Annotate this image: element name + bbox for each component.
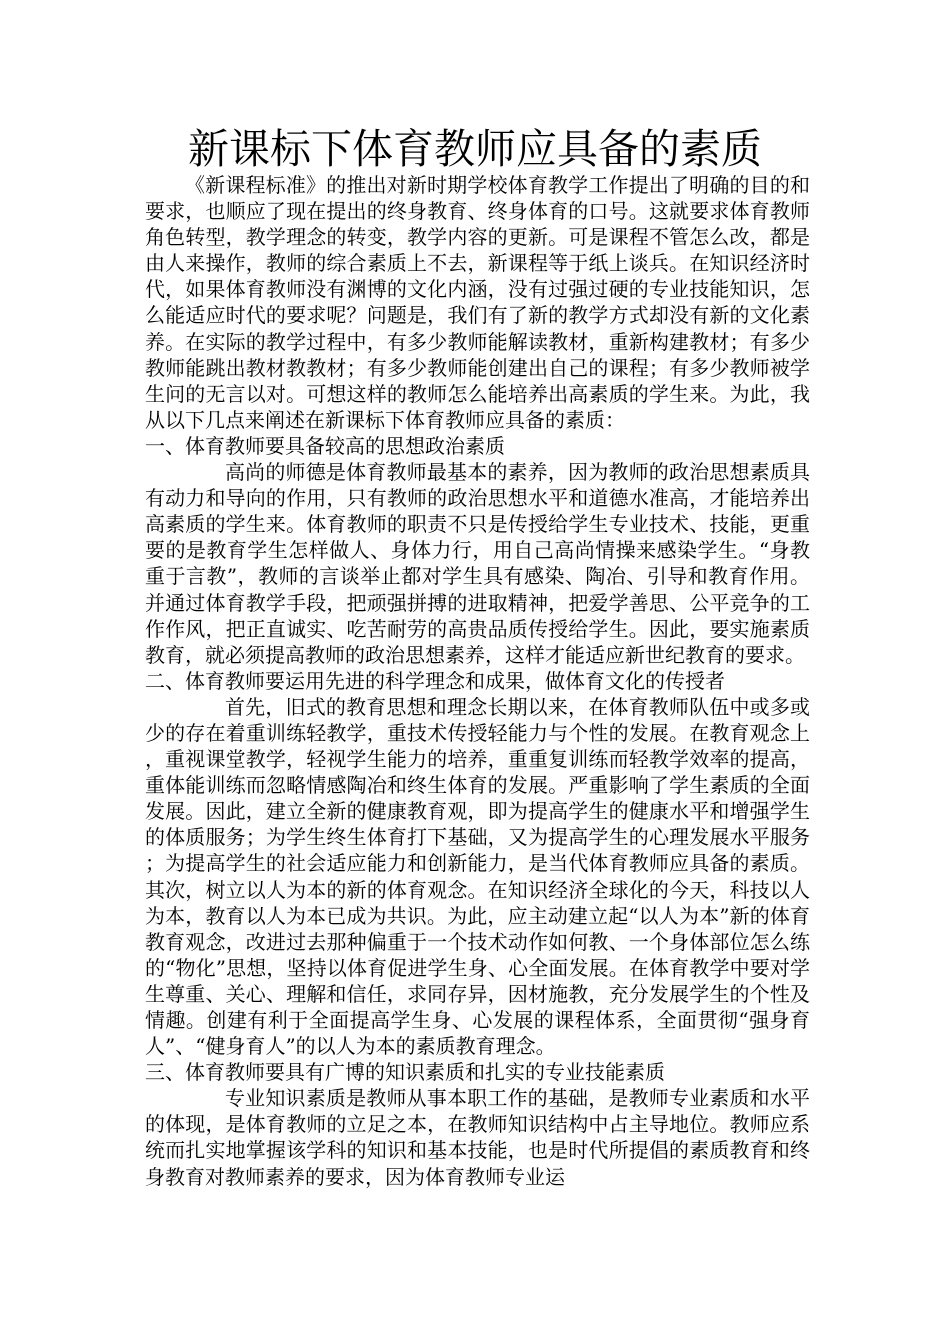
section-heading-2: 二、体育教师要运用先进的科学理念和成果，做体育文化的传授者 [145, 668, 725, 693]
intro-paragraph: 《新课程标准》的推出对新时期学校体育教学工作提出了明确的目的和要求，也顺应了现在提出的终身教育、终身体育的口号。这就要求体育教师角色转型，教学理念的转变，教学内容的更新。可是课程不管怎么改，都是由人来操作，教师的综合素质上不去，新课程等于纸上谈兵。在知识经济时代，如果体育教师没有渊博的文化内涵，没有过强过硬的专业技能知识，怎么能适应时代的要求呢？问题是，我们有了新的教学方式却没有新的文化素养。在实际的教学过程中，有多少教师能解读教材，重新构建教材；有多少教师能跳出教材教教材；有多少教师能创建出自己的课程；有多少教师被学生问的无言以对。可想这样的教师怎么能培养出高素质的学生来。为此，我从以下几点来阐述在新课标下体育教师应具备的素质： [145, 173, 810, 432]
section-heading-3: 三、体育教师要具有广博的知识素质和扎实的专业技能素质 [145, 1060, 665, 1085]
document-body [145, 172, 810, 1190]
section-paragraph-3: 专业知识素质是教师从事本职工作的基础，是教师专业素质和水平的体现，是体育教师的立足之本，在教师知识结构中占主导地位。教师应系统而扎实地掌握该学科的知识和基本技能，也是时代所提倡的素质教育和终身教育对教师素养的要求，因为体育教师专业运 [145, 1086, 810, 1189]
section-paragraph-1: 高尚的师德是体育教师最基本的素养，因为教师的政治思想素质具有动力和导向的作用，只有教师的政治思想水平和道德水准高，才能培养出高素质的学生来。体育教师的职责不只是传授给学生专业技术、技能，更重要的是教育学生怎样做人、身体力行，用自己高尚情操来感染学生。“身教重于言教”，教师的言谈举止都对学生具有感染、陶冶、引导和教育作用。并通过体育教学手段，把顽强拼搏的进取精神，把爱学善思、公平竞争的工作作风，把正直诚实、吃苦耐劳的高贵品质传授给学生。因此，要实施素质教育，就必须提高教师的政治思想素养，这样才能适应新世纪教育的要求。 [145, 460, 810, 667]
section-paragraph-2: 首先，旧式的教育思想和理念长期以来，在体育教师队伍中或多或少的存在着重训练轻教学，重技术传授轻能力与个性的发展。在教育观念上，重视课堂教学，轻视学生能力的培养，重重复训练而轻教学效率的提高，重体能训练而忽略情感陶冶和终生体育的发展。严重影响了学生素质的全面发展。因此，建立全新的健康教育观，即为提高学生的健康水平和增强学生的体质服务；为学生终生体育打下基础，又为提高学生的心理发展水平服务；为提高学生的社会适应能力和创新能力，是当代体育教师应具备的素质。其次，树立以人为本的新的体育观念。在知识经济全球化的今天，科技以人为本，教育以人为本已成为共识。为此，应主动建立起“以人为本”新的体育教育观念，改进过去那种偏重于一个技术动作如何教、一个身体部位怎么练的“物化”思想，坚持以体育促进学生身、心全面发展。在体育教学中要对学生尊重、关心、理解和信任，求同存异，因材施教，充分发展学生的个性及情趣。创建有利于全面提高学生身、心发展的课程体系，全面贯彻“强身育人”、“健身育人”的以人为本的素质教育理念。 [145, 694, 810, 1059]
section-heading-1: 一、体育教师要具备较高的思想政治素质 [145, 433, 505, 458]
document-title: 新课标下体育教师应具备的素质 [188, 125, 762, 173]
